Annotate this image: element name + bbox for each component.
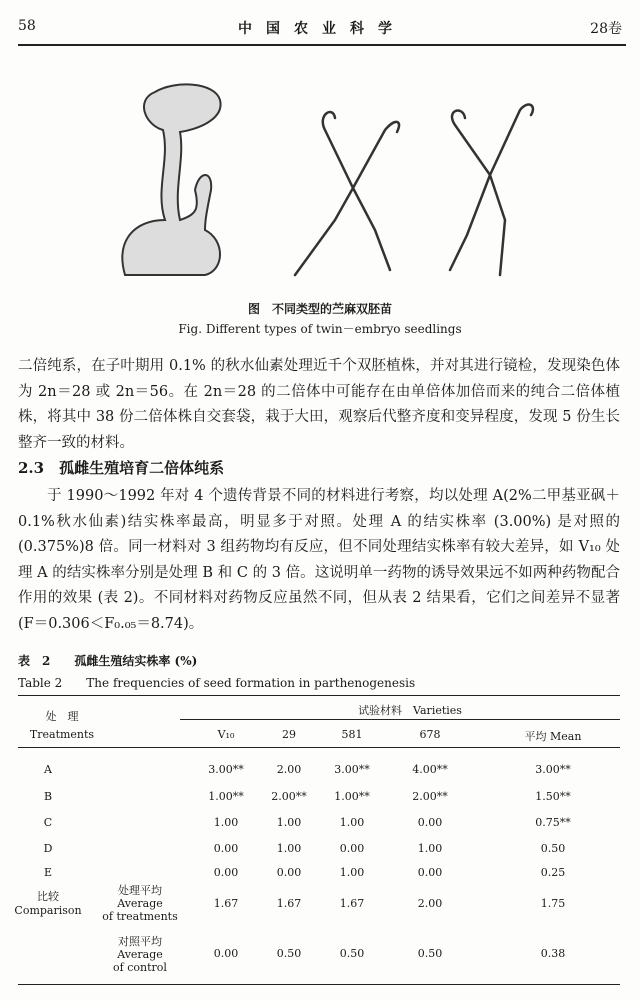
table-cell: 0.00 xyxy=(417,866,443,879)
row-label: C xyxy=(43,816,53,829)
seedling-3-drawing xyxy=(450,105,533,275)
column-header: 581 xyxy=(341,728,363,741)
row-label: D xyxy=(43,842,53,855)
table-cell: 1.50** xyxy=(535,790,571,803)
table-cell: 4.00** xyxy=(412,763,448,776)
table-cell: 0.00 xyxy=(339,842,365,855)
table-cell: 0.38 xyxy=(540,947,566,960)
table-title-en: Table 2 The frequencies of seed formation in parthenogenesis xyxy=(18,676,416,690)
table-cell: 0.00 xyxy=(417,816,443,829)
treatments-header-zh: 处 理 xyxy=(45,710,79,723)
table-cell: 0.00 xyxy=(213,842,239,855)
table-cell: 1.00** xyxy=(208,790,244,803)
figure-caption-en: Fig. Different types of twin－embryo seedlings xyxy=(178,322,462,336)
table-cell: 3.00** xyxy=(208,763,244,776)
table-varieties-rule xyxy=(180,719,620,720)
treatments-header-en: Treatments xyxy=(29,728,95,741)
paragraph-1: 二倍纯系，在子叶期用 0.1% 的秋水仙素处理近千个双胚植株，并对其进行镜检，发现染色体为 2n＝28 或 2n＝56。在 2n＝28 的二倍体中可能存在由单倍体加倍而来的纯合二倍体植株，将其中 38 份二倍体株自交套袋，栽于大田，观察后代整齐度和变异程度，发现 5 份生长整齐一致的材料。 xyxy=(18,358,620,451)
column-header: 29 xyxy=(282,728,296,741)
table-cell: 2.00** xyxy=(412,790,448,803)
varieties-header: 试验材料 Varieties xyxy=(358,704,462,717)
table-bottom-rule xyxy=(18,984,620,985)
avg-treat-label-en2: of treatments xyxy=(102,910,178,923)
table-top-rule xyxy=(18,695,620,696)
column-header: 678 xyxy=(419,728,441,741)
avg-treat-label-en1: Average xyxy=(117,897,163,910)
table-cell: 1.00 xyxy=(339,866,365,879)
table-cell: 0.00 xyxy=(276,866,302,879)
table-cell: 3.00** xyxy=(535,763,571,776)
table-cell: 1.67 xyxy=(276,897,302,910)
table-cell: 0.00 xyxy=(213,866,239,879)
table-cell: 0.50 xyxy=(339,947,365,960)
comparison-label-zh: 比较 xyxy=(37,890,59,903)
column-header: 平均 Mean xyxy=(524,730,582,743)
seedling-figure xyxy=(95,70,555,295)
column-header: V₁₀ xyxy=(217,728,235,741)
page-number: 58 xyxy=(18,18,36,34)
table-cell: 1.00 xyxy=(213,816,239,829)
table-cell: 2.00** xyxy=(271,790,307,803)
table-cell: 1.00** xyxy=(334,790,370,803)
figure-caption-zh: 图 不同类型的苎麻双胚苗 xyxy=(247,302,392,316)
paragraph-2: 于 1990～1992 年对 4 个遗传背景不同的材料进行考察，均以处理 A(2%二甲基亚砜＋0.1%秋水仙素)结实株率最高，明显多于对照。处理 A 的结实株率 (3.00%) 是对照的 (0.375%)8 倍。同一材料对 3 组药物均有反应，但不同处理结实株率有较大差异，如 V₁₀ 处理 A 的结实株率分别是处理 B 和 C 的 3 倍。这说明单一药物的诱导效果远不如两种药物配合作用的效果 (表 2)。不同材料对药物反应虽然不同，但从表 2 结果看，它们之间差异不显著 (F＝0.306＜F₀.₀₅＝8.74)。 xyxy=(18,488,620,632)
table-cell: 0.25 xyxy=(540,866,566,879)
table-cell: 0.00 xyxy=(213,947,239,960)
table-cell: 1.00 xyxy=(339,816,365,829)
row-label: B xyxy=(43,790,53,803)
table-header-rule xyxy=(18,747,620,748)
seedling-2-drawing xyxy=(295,112,399,275)
table-cell: 0.75** xyxy=(535,816,571,829)
avg-treat-label-zh: 处理平均 xyxy=(118,884,162,897)
comparison-label-en: Comparison xyxy=(14,904,82,917)
avg-ctrl-label-en1: Average xyxy=(117,948,163,961)
section-heading: 2.3 孤雌生殖培育二倍体纯系 xyxy=(18,459,225,477)
table-cell: 1.67 xyxy=(339,897,365,910)
table-cell: 1.67 xyxy=(213,897,239,910)
table-cell: 2.00 xyxy=(417,897,443,910)
volume-label: 28卷 xyxy=(590,21,622,37)
table-cell: 1.00 xyxy=(276,816,302,829)
table-cell: 0.50 xyxy=(276,947,302,960)
page-header xyxy=(18,14,626,46)
table-cell: 1.00 xyxy=(417,842,443,855)
table-cell: 3.00** xyxy=(334,763,370,776)
row-label: A xyxy=(44,763,52,776)
table-cell: 0.50 xyxy=(540,842,566,855)
avg-ctrl-label-zh: 对照平均 xyxy=(118,935,162,948)
row-label: E xyxy=(43,866,53,879)
journal-title: 中国农业科学 xyxy=(238,21,406,37)
avg-ctrl-label-en2: of control xyxy=(113,961,167,974)
table-cell: 1.75 xyxy=(540,897,566,910)
table-cell: 2.00 xyxy=(276,763,302,776)
seedling-1-drawing xyxy=(122,84,220,275)
table-title-zh: 表 2 孤雌生殖结实株率 (%) xyxy=(18,654,198,668)
table-cell: 0.50 xyxy=(417,947,443,960)
table-cell: 1.00 xyxy=(276,842,302,855)
